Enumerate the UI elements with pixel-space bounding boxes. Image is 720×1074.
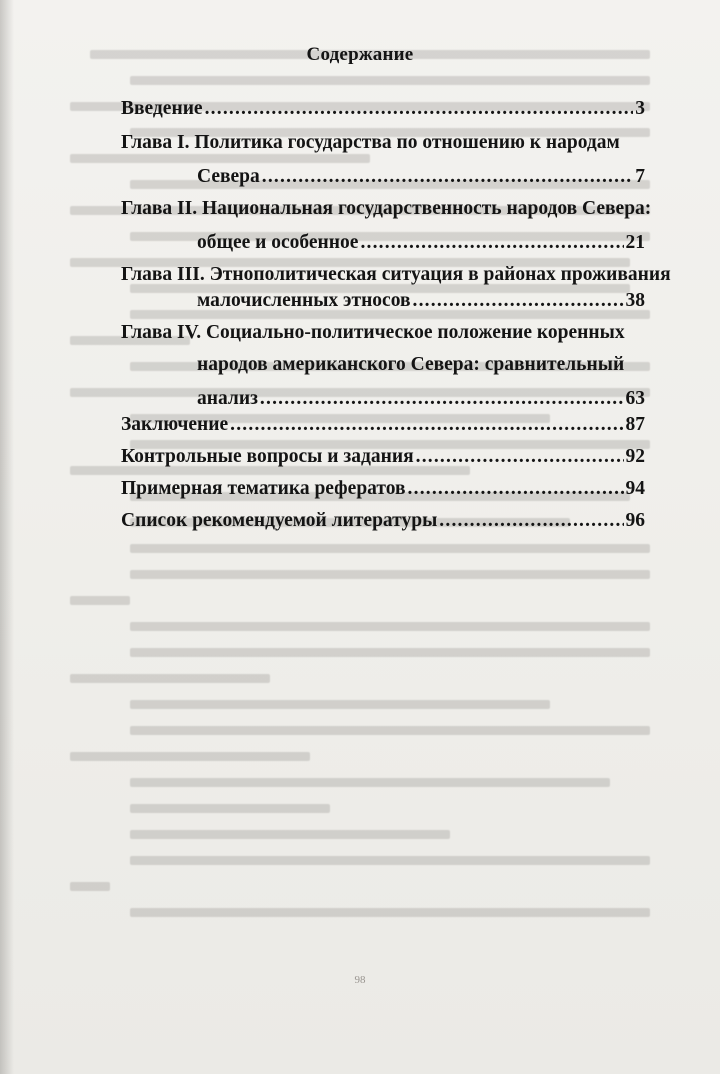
leader-dots: [416, 446, 624, 468]
toc-entry-title: анализ: [197, 388, 258, 409]
leader-dots: [413, 290, 624, 312]
toc-entry-chapter-4-line-3[interactable]: [197, 388, 645, 416]
leader-dots: [230, 414, 623, 436]
toc-entry-page: 3: [635, 98, 645, 119]
toc-entry-page: 92: [625, 446, 645, 467]
leader-dots: [439, 510, 623, 532]
toc-entry-title: Примерная тематика рефератов: [121, 478, 406, 499]
leader-dots: [262, 166, 633, 188]
document-title: Содержание: [306, 44, 414, 65]
leader-dots: [408, 478, 624, 500]
toc-entry-title: Заключение: [121, 414, 229, 435]
leader-dots: [260, 388, 624, 410]
toc-entry-page: 7: [635, 166, 645, 187]
toc-entry-review-questions[interactable]: [121, 446, 645, 474]
toc-entry-title: народов американского Севера: сравнительный: [197, 354, 625, 375]
toc-entry-title: Список рекомендуемой литературы: [121, 510, 438, 531]
toc-entry-chapter-4-line-2[interactable]: [197, 354, 645, 382]
toc-entry-page: 38: [625, 290, 645, 311]
toc-entry-essay-topics[interactable]: [121, 478, 645, 506]
toc-entry-title: Введение: [121, 98, 203, 119]
toc-entry-conclusion[interactable]: [121, 414, 645, 442]
toc-entry-page: 87: [625, 414, 645, 435]
toc-entry-introduction[interactable]: [121, 98, 645, 126]
toc-entry-title: Севера: [197, 166, 260, 187]
toc-entry-page: 96: [625, 510, 645, 531]
toc-entry-title: Глава III. Этнополитическая ситуация в районах проживания: [121, 264, 671, 285]
toc-entry-bibliography[interactable]: [121, 510, 645, 538]
toc-entry-chapter-3-line-2[interactable]: [197, 290, 645, 318]
leader-dots: [205, 98, 634, 120]
toc-entry-page: 94: [625, 478, 645, 499]
toc-entry-chapter-1-line-1[interactable]: [121, 132, 645, 160]
toc-entry-page: 21: [625, 232, 645, 253]
toc-entry-page: 63: [625, 388, 645, 409]
toc-entry-chapter-2-line-2[interactable]: [197, 232, 645, 260]
toc-entry-title: Глава II. Национальная государственность народов Севера:: [121, 198, 652, 219]
page-edge-shadow: [0, 0, 14, 1074]
leader-dots: [360, 232, 623, 254]
toc-entry-chapter-4-line-1[interactable]: [121, 322, 645, 350]
toc-entry-chapter-2-line-1[interactable]: [121, 198, 652, 226]
toc-entry-chapter-1-line-2[interactable]: [197, 166, 645, 194]
toc-entry-title: малочисленных этносов: [197, 290, 411, 311]
toc-entry-title: Глава I. Политика государства по отношению к народам: [121, 132, 620, 153]
toc-entry-title: Контрольные вопросы и задания: [121, 446, 414, 467]
toc-entry-title: Глава IV. Социально-политическое положение коренных: [121, 322, 625, 343]
toc-entry-chapter-3-line-1[interactable]: [121, 264, 671, 292]
toc-entry-title: общее и особенное: [197, 232, 359, 253]
page-number: 98: [354, 974, 366, 986]
